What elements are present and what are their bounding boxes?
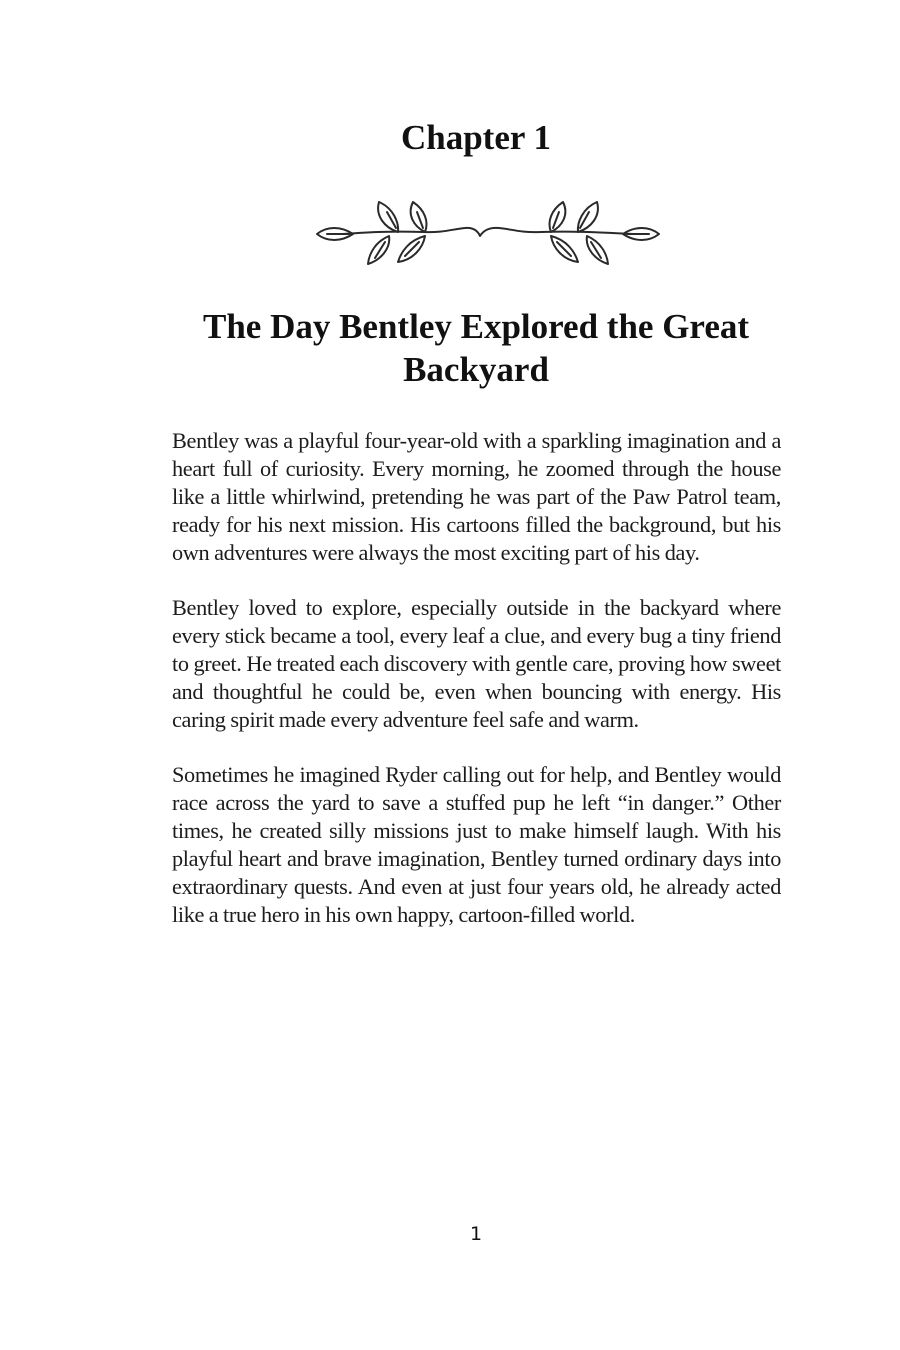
leaf-vein (580, 212, 589, 228)
leaf (587, 236, 608, 264)
chapter-title: The Day Bentley Explored the Great Backyard (202, 307, 750, 389)
chapter-body (172, 427, 781, 956)
leaf-vein (387, 212, 396, 228)
leaf-vein (405, 242, 419, 256)
paragraph: Bentley was a playful four-year-old with a sparkling imagination and a heart full of curiosity. Every morning, he zoomed through the house like a little whirlwind, pretending he was part of the Paw Patrol team, ready for his next mission. His cartoons filled the background, but his own adventures were always the most exciting part of his day. (172, 428, 781, 565)
paragraph: Sometimes he imagined Ryder calling out for help, and Bentley would race across the yard to save a stuffed pup he left “in danger.” Other times, he created silly missions just to make himself laugh. With his playful heart and brave imagination, Bentley turned ordinary days into extraordinary quests. And even at just four years old, he already acted like a true hero in his own happy, cartoon-filled world. (172, 762, 781, 927)
paragraph: Bentley loved to explore, especially outside in the backyard where every stick became a tool, every leaf a clue, and every bug a tiny friend to greet. He treated each discovery with gentle care, proving how sweet and thoughtful he could be, even when bouncing with energy. His caring spirit made every adventure feel safe and warm. (172, 595, 781, 732)
vine-stem (343, 228, 633, 236)
leaf (368, 236, 389, 264)
leaf-vein (553, 212, 559, 228)
leaf-vein (557, 242, 571, 256)
laurel-vine-divider-icon (313, 198, 669, 270)
leaf-vein (417, 212, 423, 228)
chapter-label: Chapter 1 (400, 118, 552, 157)
page-number: 1 (469, 1223, 483, 1245)
